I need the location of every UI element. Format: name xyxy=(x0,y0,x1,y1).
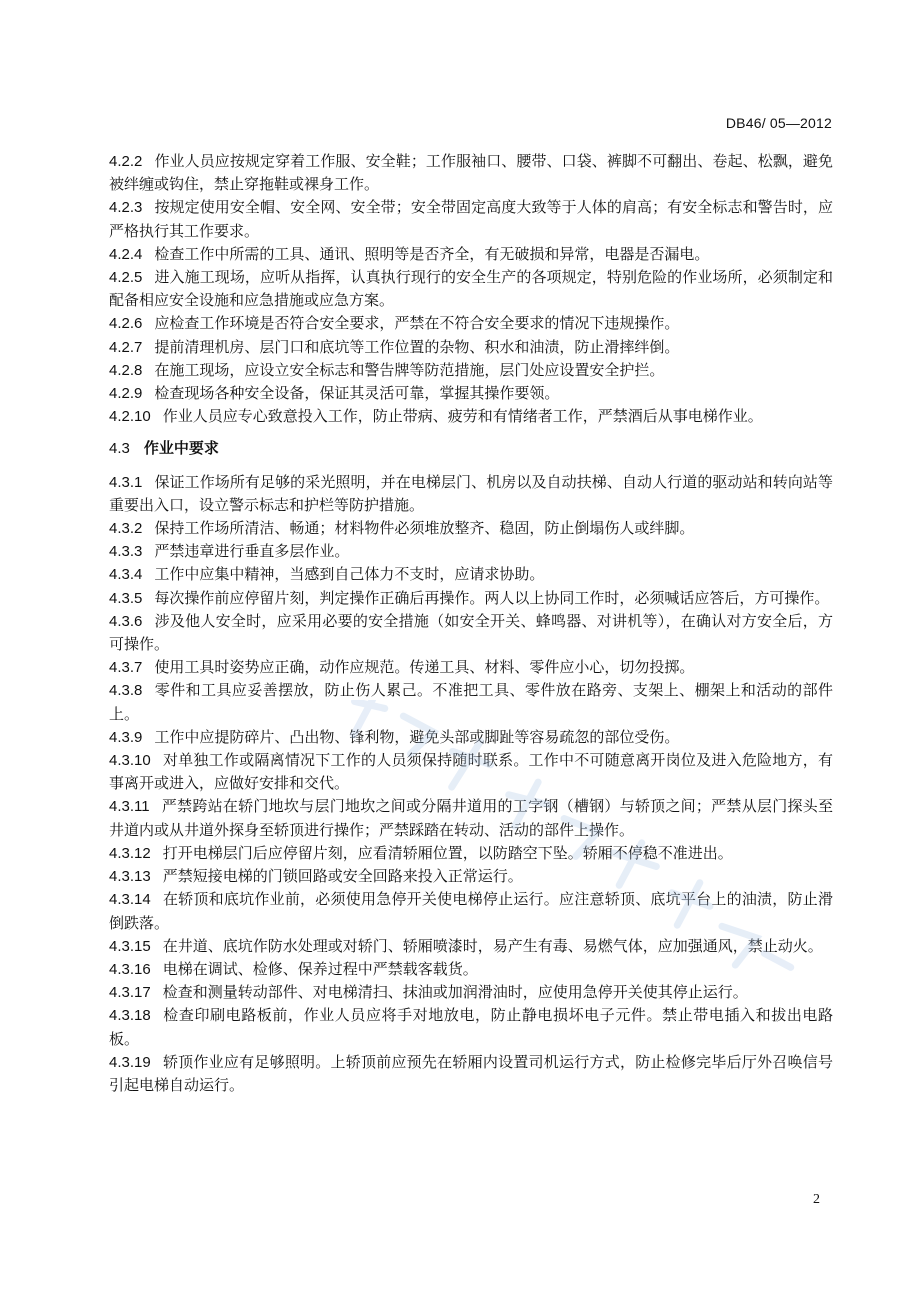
clause-text: 保证工作场所有足够的采光照明，并在电梯层门、机房以及自动扶梯、自动人行道的驱动站和转向站等重要出入口，设立警示标志和护栏等防护措施。 xyxy=(109,472,833,514)
clause-number: 4.3.7 xyxy=(109,659,143,677)
clause-text: 检查现场各种安全设备，保证其灵活可靠，掌握其操作要领。 xyxy=(154,384,560,403)
clause-text: 零件和工具应妥善摆放，防止伤人累己。不准把工具、零件放在路旁、支架上、棚架上和活动的部件上。 xyxy=(109,681,833,723)
clause-text: 严禁违章进行垂直多层作业。 xyxy=(154,542,350,561)
clause-number: 4.3.10 xyxy=(109,752,151,770)
clause-4-3-10 xyxy=(109,749,833,795)
clause-number: 4.3.6 xyxy=(109,612,143,630)
clause-4-2-5 xyxy=(109,266,833,312)
clause-number: 4.3.14 xyxy=(109,891,151,909)
clause-text: 应检查工作环境是否符合安全要求，严禁在不符合安全要求的情况下违规操作。 xyxy=(154,314,680,333)
clause-4-3-5 xyxy=(109,587,833,610)
clause-number: 4.3.1 xyxy=(109,473,143,491)
document-code: DB46/ 05—2012 xyxy=(725,115,832,131)
clause-text: 每次操作前应停留片刻，判定操作正确后再操作。两人以上协同工作时，必须喊话应答后，方可操作。 xyxy=(154,588,830,607)
clause-4-3-12 xyxy=(109,842,833,865)
clause-number: 4.2.2 xyxy=(109,153,143,170)
clause-number: 4.2.9 xyxy=(109,385,143,403)
clause-text: 使用工具时姿势应正确，动作应规范。传递工具、材料、零件应小心，切勿投掷。 xyxy=(154,658,695,677)
clause-4-3-13 xyxy=(109,865,833,888)
clause-number: 4.3.19 xyxy=(109,1053,151,1071)
clause-number: 4.3.17 xyxy=(109,984,151,1002)
clause-number: 4.3.12 xyxy=(109,844,151,862)
clause-4-3-8 xyxy=(109,679,833,725)
clause-number: 4.3.8 xyxy=(109,682,143,700)
page-number: 2 xyxy=(813,1192,820,1207)
clause-4-3-1 xyxy=(109,471,833,517)
clause-text: 涉及他人安全时，应采用必要的安全措施（如安全开关、蜂鸣器、对讲机等），在确认对方安全后，方可操作。 xyxy=(109,611,833,654)
clause-text: 保持工作场所清洁、畅通；材料物件必须堆放整齐、稳固，防止倒塌伤人或绊脚。 xyxy=(154,519,695,538)
clause-4-3-15 xyxy=(109,935,833,958)
clause-text: 在轿顶和底坑作业前，必须使用急停开关使电梯停止运行。应注意轿顶、底坑平台上的油渍，防止滑倒跌落。 xyxy=(109,890,833,932)
clause-4-2-10 xyxy=(109,405,833,428)
clause-text: 检查和测量转动部件、对电梯清扫、抹油或加润滑油时，应使用急停开关使其停止运行。 xyxy=(162,983,748,1002)
clause-4-3-3 xyxy=(109,540,833,563)
clause-number: 4.3.2 xyxy=(109,520,143,538)
clause-4-2-2 xyxy=(109,150,833,196)
clause-4-2-6 xyxy=(109,312,833,335)
clause-number: 4.2.7 xyxy=(109,338,143,356)
clause-text: 作业人员应按规定穿着工作服、安全鞋；工作服袖口、腰带、口袋、裤脚不可翻出、卷起、松飘，避免被绊缠或钩住，禁止穿拖鞋或裸身工作。 xyxy=(109,152,833,194)
clause-text: 严禁短接电梯的门锁回路或安全回路来投入正常运行。 xyxy=(162,867,523,886)
clause-number: 4.3.13 xyxy=(109,868,151,886)
clause-text: 电梯在调试、检修、保养过程中严禁载客载货。 xyxy=(162,959,478,978)
clause-text: 工作中应提防碎片、凸出物、锋利物，避免头部或脚趾等容易疏忽的部位受伤。 xyxy=(154,727,680,746)
clause-number: 4.2.6 xyxy=(109,315,143,333)
clause-number: 4.3.16 xyxy=(109,960,151,978)
clause-text: 工作中应集中精神，当感到自己体力不支时，应请求协助。 xyxy=(154,565,545,584)
clause-number: 4.3.9 xyxy=(109,728,143,746)
clause-number: 4.3.11 xyxy=(109,798,150,816)
clause-number: 4.3.15 xyxy=(109,937,151,955)
clause-number: 4.3.3 xyxy=(109,543,143,561)
clause-text: 打开电梯层门后应停留片刻，应看清轿厢位置，以防踏空下坠。轿厢不停稳不准进出。 xyxy=(162,843,733,862)
clause-4-3-6 xyxy=(109,610,833,656)
clause-number: 4.2.5 xyxy=(109,269,143,287)
clause-text: 对单独工作或隔离情况下工作的人员须保持随时联系。工作中不可随意离开岗位及进入危险地方，有事离开或进入，应做好安排和交代。 xyxy=(109,751,833,793)
clause-text: 检查印刷电路板前，作业人员应将手对地放电，防止静电损坏电子元件。禁止带电插入和拔出电路板。 xyxy=(109,1006,833,1048)
clause-text: 进入施工现场，应听从指挥，认真执行现行的安全生产的各项规定，特别危险的作业场所，必须制定和配备相应安全设施和应急措施或应急方案。 xyxy=(109,268,833,310)
clause-number: 4.2.10 xyxy=(109,408,151,426)
clause-4-2-4 xyxy=(109,243,833,266)
clause-number: 4.2.4 xyxy=(109,245,143,263)
clause-4-3-18 xyxy=(109,1004,833,1050)
clause-4-2-9 xyxy=(109,382,833,405)
section-number: 4.3 xyxy=(109,440,130,458)
section-heading-4-3 xyxy=(109,437,833,460)
clause-number: 4.3.4 xyxy=(109,566,143,584)
clause-list-4-2 xyxy=(109,150,833,428)
clause-4-3-9 xyxy=(109,726,833,749)
clause-4-3-14 xyxy=(109,888,833,934)
clause-text: 检查工作中所需的工具、通讯、照明等是否齐全，有无破损和异常，电器是否漏电。 xyxy=(154,244,710,263)
clause-text: 作业人员应专心致意投入工作，防止带病、疲劳和有情绪者工作，严禁酒后从事电梯作业。 xyxy=(162,407,763,426)
section-title: 作业中要求 xyxy=(143,439,219,458)
clause-4-3-11 xyxy=(109,795,833,841)
clause-number: 4.3.18 xyxy=(109,1007,151,1025)
clause-text: 提前清理机房、层门口和底坑等工作位置的杂物、积水和油渍，防止滑摔绊倒。 xyxy=(154,337,680,356)
clause-4-3-16 xyxy=(109,958,833,981)
clause-text: 按规定使用安全帽、安全网、安全带；安全带固定高度大致等于人体的肩高；有安全标志和警告时，应严格执行其工作要求。 xyxy=(109,198,833,240)
clause-4-3-17 xyxy=(109,981,833,1004)
clause-list-4-3 xyxy=(109,471,833,1097)
clause-number: 4.2.3 xyxy=(109,199,143,217)
clause-text: 在井道、底坑作防水处理或对轿门、轿厢喷漆时，易产生有毒、易燃气体，应加强通风，禁止动火。 xyxy=(162,936,823,955)
clause-4-3-2 xyxy=(109,517,833,540)
clause-4-3-19 xyxy=(109,1051,833,1097)
clause-4-2-8 xyxy=(109,359,833,382)
clause-4-2-7 xyxy=(109,336,833,359)
clause-4-3-4 xyxy=(109,563,833,586)
clause-4-3-7 xyxy=(109,656,833,679)
clause-text: 严禁跨站在轿门地坎与层门地坎之间或分隔井道用的工字钢（槽钢）与轿顶之间；严禁从层门探头至井道内或从井道外探身至轿顶进行操作；严禁踩踏在转动、活动的部件上操作。 xyxy=(109,797,833,839)
clause-text: 轿顶作业应有足够照明。上轿顶前应预先在轿厢内设置司机运行方式，防止检修完毕后厅外召唤信号引起电梯自动运行。 xyxy=(109,1052,833,1094)
page-body xyxy=(109,150,833,1097)
clause-number: 4.2.8 xyxy=(109,361,143,379)
clause-text: 在施工现场，应设立安全标志和警告牌等防范措施，层门处应设置安全护拦。 xyxy=(154,360,665,379)
clause-4-2-3 xyxy=(109,196,833,242)
clause-number: 4.3.5 xyxy=(109,589,143,607)
